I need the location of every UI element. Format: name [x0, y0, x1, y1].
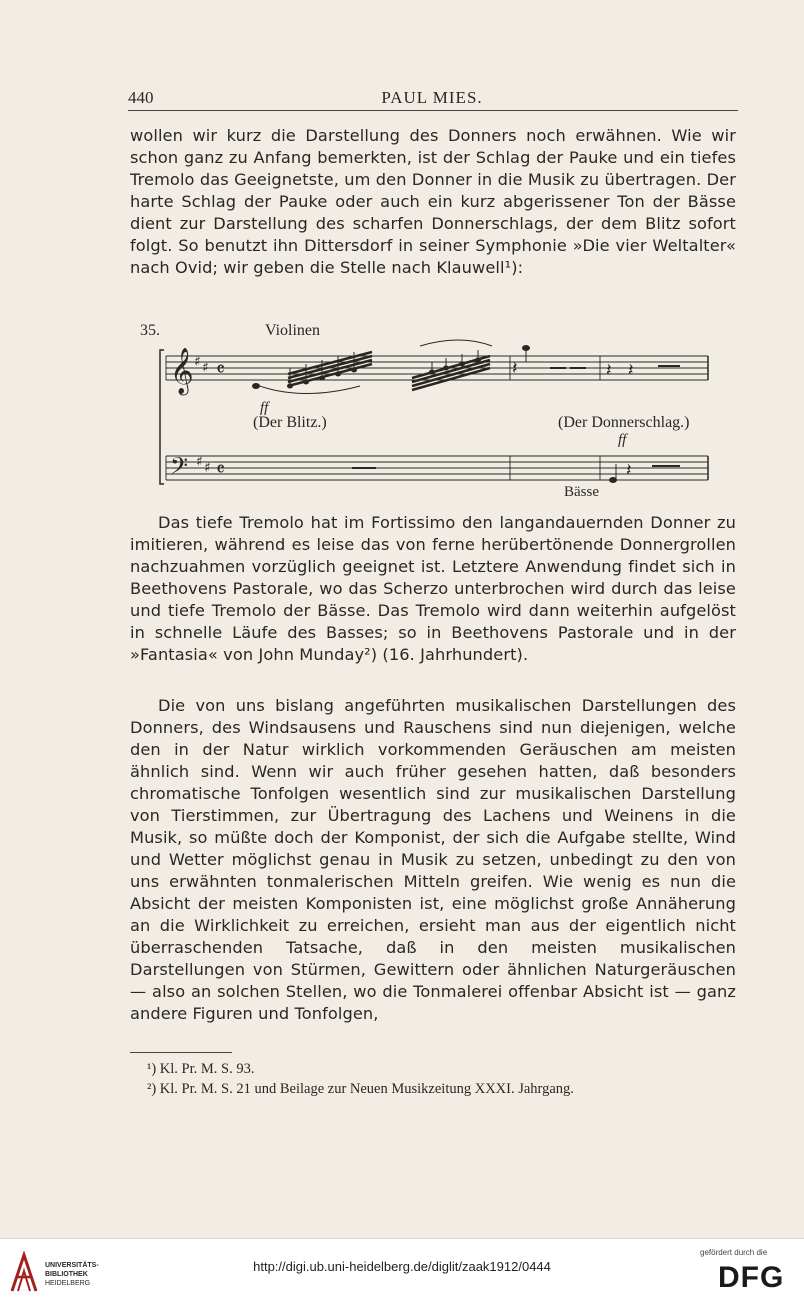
svg-text:𝄽: 𝄽: [626, 460, 632, 481]
footnote-2: ²) Kl. Pr. M. S. 21 und Beilage zur Neuen Musikzeitung XXXI. Jahrgang.: [147, 1081, 574, 1097]
caption-left: (Der Blitz.): [253, 414, 327, 431]
treble-staff: [166, 356, 708, 380]
running-title: PAUL MIES.: [381, 88, 483, 107]
dynamic-mark-left: ff: [260, 400, 269, 416]
svg-text:♯: ♯: [196, 454, 203, 470]
example-number: 35.: [140, 322, 160, 339]
caption-right: (Der Donnerschlag.): [558, 414, 690, 431]
viewer-footer: [0, 1238, 804, 1302]
funding-caption: gefördert durch die: [700, 1248, 768, 1257]
dfg-logo: DFG: [718, 1261, 785, 1294]
paragraph-1: wollen wir kurz die Darstellung des Donners noch erwähnen. Wie wir schon ganz zu Anfang bemerkten, ist der Schlag der Pauke und ein tiefes Tremolo das Geeignetste, um den Donner in die Musik zu übertragen. Der harte Schlag der Pauke oder auch ein kurz abgerissener Ton der Bässe dient zur Darstellung des scharfen Donnerschlags, der dem Blitz sofort folgt. So benutzt ihn Dittersdorf in seiner Symphonie »Die vier Weltalter« nach Ovid; wir geben die Stelle nach Klauwell¹):: [130, 126, 736, 277]
slur: [420, 340, 492, 346]
svg-text:𝄽: 𝄽: [606, 360, 612, 381]
permalink-url[interactable]: http://digi.ub.uni-heidelberg.de/diglit/zaak1912/0444: [253, 1259, 551, 1274]
slur: [254, 384, 360, 394]
footnote-rule: [130, 1052, 232, 1053]
running-head: [128, 88, 736, 110]
svg-text:♯: ♯: [204, 460, 211, 476]
voice-label-violins: Violinen: [265, 322, 321, 339]
paragraph-2: Das tiefe Tremolo hat im Fortissimo den langandauernden Donner zu imitieren, während es leise das von ferne herübertönende Donnergrollen nachzuahmen vorzüglich geeignet ist. Letztere Anwendung findet sich in Beethovens Pastorale, wo das Scherzo unterbrochen wird durch das leise und tiefe Tremolo der Bässe. Das Tremolo wird dann weiterhin aufgelöst in schnelle Läufe des Basses; so in Beethovens Pastorale und in der »Fantasia« von John Munday²) (16. Jahrhundert).: [130, 513, 736, 664]
dynamic-mark-right: ff: [618, 432, 627, 448]
svg-text:♯: ♯: [194, 354, 201, 370]
system-bracket: [160, 350, 164, 484]
header-rule: [128, 110, 738, 111]
svg-text:𝄽: 𝄽: [628, 360, 634, 381]
tremolo-figure: [288, 352, 490, 390]
svg-text:𝄢: 𝄢: [170, 452, 189, 485]
svg-text:𝄴: 𝄴: [216, 357, 225, 381]
paragraph-3: Die von uns bislang angeführten musikalischen Darstellungen des Donners, des Windsausens und Rauschens sind nun diejenigen, welche den in der Natur wirklich vorkommenden Geräuschen am meisten ähnlich sind. Wenn wir auch früher gesehen hatten, daß besonders chromatische Tonfolgen wesentlich sind zur musikalischen Darstellung von Tierstimmen, zur Übertragung des Lachens und Weinens in die Musik, so müßte doch der Komponist, der sich die Aufgabe stellte, Wind und Wetter möglichst genau in Musik zu setzen, unbedingt zu den von uns erwähnten tonmalerischen Mitteln greifen. Wie wenig es nun die Absicht der meisten Komponisten ist, eine möglichst große Annäherung an die Wirklichkeit zu erreichen, ersieht man aus der eigentlich nicht überraschenden Tatsache, daß in den meisten musikalischen Darstellungen von Stürmen, Gewittern oder ähnlichen Naturgeräuschen — also an solchen Stellen, wo die Tonmalerei offenbar Absicht ist — ganz andere Figuren und Tonfolgen,: [130, 696, 736, 1023]
svg-text:𝄴: 𝄴: [216, 457, 225, 481]
voice-label-basses: Bässe: [564, 484, 599, 500]
svg-text:𝄽: 𝄽: [512, 358, 518, 379]
library-name-line-3: HEIDELBERG: [45, 1280, 91, 1287]
footnote-1: ¹) Kl. Pr. M. S. 93.: [147, 1061, 255, 1077]
svg-text:𝄞: 𝄞: [170, 348, 194, 394]
library-name-line-1: UNIVERSITÄTS-: [45, 1262, 99, 1269]
svg-text:♯: ♯: [202, 360, 209, 376]
page-number: 440: [128, 88, 154, 107]
library-name-line-2: BIBLIOTHEK: [45, 1271, 88, 1278]
music-example: [140, 322, 740, 512]
